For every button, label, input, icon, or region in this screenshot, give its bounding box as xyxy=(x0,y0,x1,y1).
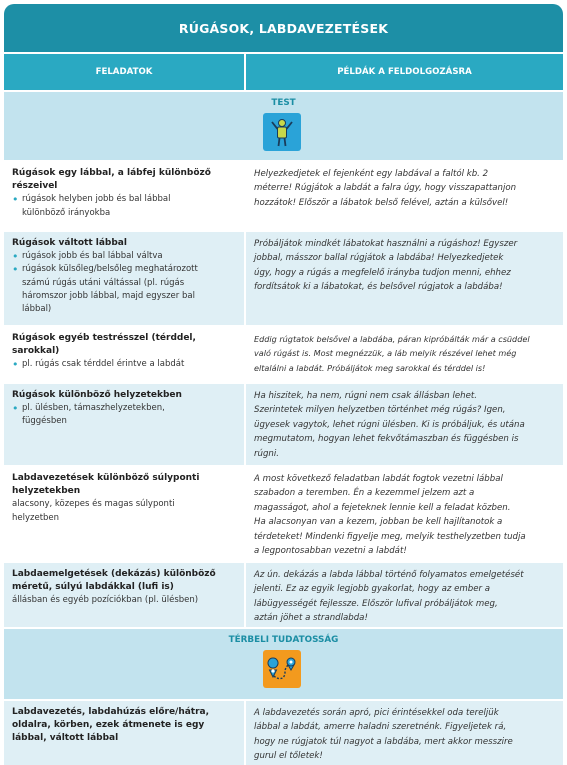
table-row xyxy=(4,232,563,325)
task-title: Labdavezetések különböző súlyponti xyxy=(12,473,200,483)
example-line: aztán jöhet a strandlabda! xyxy=(254,613,368,624)
example-line: megmutatom, hogyan lehet fekvőtámaszban és függésben is xyxy=(254,434,519,445)
table-row xyxy=(4,162,563,230)
section-label-spatial-awareness: TÉRBELI TUDATOSSÁG xyxy=(228,635,339,645)
example-line: ügyesek vagytok, lehet rúgni ülésben. Ki is próbáljuk, és utána xyxy=(254,419,525,430)
column-header-row xyxy=(4,54,563,90)
example-line: rúgni. xyxy=(254,448,280,459)
task-title: Labdaemelgetések (dekázás) különböző xyxy=(12,569,216,579)
example-line: Ha alacsonyan van a kezem, jobban be kell hajlítanotok a xyxy=(254,517,503,528)
example-line: lábbal a labdát, amerre haladni szeretnénk. Figyeljetek rá, xyxy=(254,722,507,733)
example-line: való rúgást is. Most megnézzük, a láb melyik részével lehet még xyxy=(254,348,517,359)
example-line: jelenti. Ez az egyik legjobb gyakorlat, hogy az ember a xyxy=(254,584,491,595)
example-line: szabadon a teremben. Én a kezemmel jelzem azt a xyxy=(254,488,475,499)
task-cell xyxy=(4,384,244,465)
task-bullet-continuation: lábbal) xyxy=(22,304,52,315)
example-line: Az ún. dekázás a labda lábbal történő folyamatos emelgetését xyxy=(254,570,524,580)
task-cell xyxy=(4,327,244,382)
task-title: Rúgások egy lábbal, a lábfej különböző xyxy=(12,168,211,178)
example-line: Eddig rúgtatok belsővel a labdába, páran kipróbálták már a csüddel xyxy=(254,334,530,344)
table-row xyxy=(4,384,563,465)
example-line: térdeteket! Mindenki figyelje meg, melyik testhelyzetben tudja xyxy=(254,531,526,542)
example-cell xyxy=(246,701,563,765)
table-row xyxy=(4,701,563,765)
table-row xyxy=(4,563,563,627)
task-bullet: • rúgások helyben jobb és bal lábbal xyxy=(12,193,237,206)
task-cell xyxy=(4,232,244,325)
example-line: méterre! Rúgjátok a labdát a falra úgy, hogy visszapattanjon xyxy=(254,183,517,194)
table-row xyxy=(4,467,563,561)
example-cell xyxy=(246,162,563,230)
column-header-tasks: FELADATOK xyxy=(4,54,244,90)
task-cell xyxy=(4,701,244,765)
body-figure-icon xyxy=(263,113,301,151)
task-description: alacsony, közepes és magas súlyponti xyxy=(12,499,175,510)
task-title: méretű, súlyú labdákkal (lufi is) xyxy=(12,582,174,593)
example-cell xyxy=(246,384,563,465)
task-cell xyxy=(4,162,244,230)
task-title: Rúgások különböző helyzetekben xyxy=(12,390,182,400)
task-bullet: • pl. ülésben, támaszhelyzetekben, xyxy=(12,402,237,415)
example-line: gurul el tőletek! xyxy=(254,751,323,762)
task-bullet: • rúgások külsőleg/belsőleg meghatározott xyxy=(12,263,237,276)
activity-table xyxy=(4,4,563,765)
example-line: eltalálni a labdát. Próbáljátok meg sarokkal és térddel is! xyxy=(254,362,486,373)
task-title: helyzetekben xyxy=(12,486,81,497)
example-line: fordítsátok ki a lábatokat, és belsővel rúgjatok a labdába! xyxy=(254,282,503,293)
section-header-spatial-awareness xyxy=(4,629,563,699)
section-label-test: TEST xyxy=(271,98,296,108)
route-pins-icon xyxy=(263,650,301,688)
table-row xyxy=(4,327,563,382)
example-line: A labdavezetés során apró, pici érintésekkel oda tereljük xyxy=(254,708,499,718)
section-header-test xyxy=(4,92,563,160)
example-cell xyxy=(246,467,563,561)
task-bullet: • pl. rúgás csak térddel érintve a labdát xyxy=(12,358,237,371)
example-line: Próbáljátok mindkét lábatokat használni a rúgáshoz! Egyszer xyxy=(254,239,518,249)
task-title: lábbal, váltott lábbal xyxy=(12,733,119,744)
example-line: magasságot, ahol a fejeteknek lennie kell a feladat közben. xyxy=(254,502,511,513)
example-line: Szerintetek milyen helyzetben történhet még rúgás? Igen, xyxy=(254,405,506,416)
task-bullet-continuation: háromszor jobb lábbal, majd egyszer bal xyxy=(22,290,195,301)
task-title: Labdavezetés, labdahúzás előre/hátra, xyxy=(12,707,210,717)
task-cell xyxy=(4,467,244,561)
task-title: Rúgások egyéb testrésszel (térddel, xyxy=(12,333,196,343)
task-cell xyxy=(4,563,244,627)
example-line: jobbal, másszor ballal rúgjátok a labdába! Helyezkedjetek xyxy=(254,253,504,264)
task-description: állásban és egyéb pozíciókban (pl. ülésben) xyxy=(12,595,199,606)
task-title: részeivel xyxy=(12,181,58,192)
example-cell xyxy=(246,232,563,325)
example-line: Ha hiszitek, ha nem, rúgni nem csak állásban lehet. xyxy=(254,391,477,401)
task-bullet-continuation: számú rúgás utáni váltással (pl. rúgás xyxy=(22,277,185,288)
example-line: lábügyességét fejlessze. Először lufival próbáljátok meg, xyxy=(254,598,498,609)
example-cell xyxy=(246,327,563,382)
column-header-examples: PÉLDÁK A FELDOLGOZÁSRA xyxy=(246,54,563,90)
example-line: úgy, hogy a rúgás a megfelelő irányba tudjon menni, ehhez xyxy=(254,267,511,278)
task-bullet-continuation: függésben xyxy=(22,416,67,427)
example-line: hozzátok! Először a lábatok belső felével, aztán a külsővel! xyxy=(254,197,509,208)
page-title: RÚGÁSOK, LABDAVEZETÉSEK xyxy=(4,4,563,52)
task-bullet: • rúgások jobb és bal lábbal váltva xyxy=(12,250,237,263)
example-line: Helyezkedjetek el fejenként egy labdával a faltól kb. 2 xyxy=(254,169,489,179)
example-line: A most következő feladatban labdát fogtok vezetni lábbal xyxy=(254,474,503,484)
example-line: hogy ne rúgjatok túl nagyot a labdába, mert akkor messzire xyxy=(254,736,513,747)
task-title: sarokkal) xyxy=(12,346,60,357)
task-bullet-continuation: különböző irányokba xyxy=(22,207,111,218)
task-title: oldalra, körben, ezek átmenete is egy xyxy=(12,720,205,731)
task-title: Rúgások váltott lábbal xyxy=(12,238,127,248)
task-description: helyzetben xyxy=(12,512,60,523)
example-line: a legpontosabban vezetni a labdát! xyxy=(254,546,407,557)
example-cell xyxy=(246,563,563,627)
